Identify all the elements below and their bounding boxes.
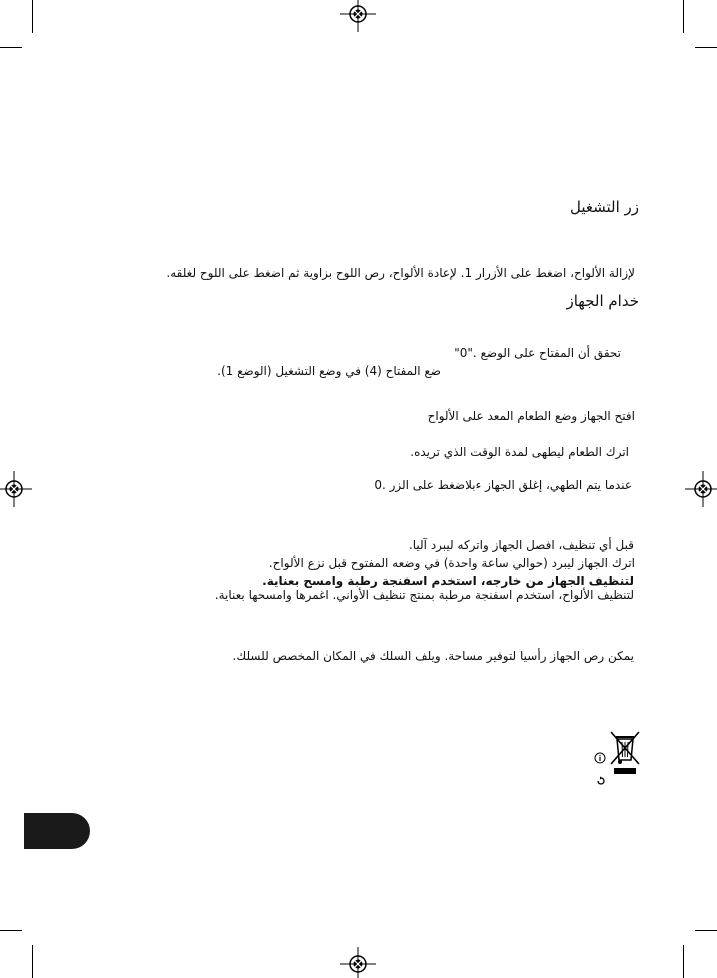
crop-mark: [0, 47, 22, 48]
switch-instructions: لإزالة الألواح، اضغط على الأزرار 1. لإعادة الألواح، رص اللوح بزاوية ثم اضغط على اللوح لغلقه.: [166, 266, 635, 280]
registration-mark-icon: [340, 0, 376, 32]
page-tab-marker: [24, 813, 90, 849]
crop-mark: [0, 930, 22, 931]
registration-mark-icon: [340, 947, 376, 978]
registration-mark-icon: [685, 471, 717, 507]
switch-heading: زر التشغيل: [569, 198, 639, 216]
clean-step: لتنظيف الجهاز من خارجه، استخدم اسفنجة رطبة وامسح بعناية.: [262, 574, 634, 588]
crop-mark: [683, 0, 684, 33]
clean-step: لتنظيف الألواح، استخدم اسفنجة مرطبة بمنتج تنظيف الأواني. اغمرها وامسحها بعناية.: [214, 588, 634, 602]
use-heading: خدام الجهاز: [566, 292, 639, 310]
use-step: عندما يتم الطهي، إغلق الجهاز ءبلاضغط على الزر .0: [374, 478, 632, 492]
crop-mark: [695, 930, 717, 931]
crop-mark: [695, 47, 717, 48]
crossed-wheelie-bin-icon: [608, 730, 642, 776]
crop-mark: [32, 0, 33, 33]
info-circle-icon: [594, 752, 606, 764]
use-step: تحقق أن المفتاح على الوضع ."0": [454, 346, 621, 360]
use-step: ضع المفتاح (4) في وضع التشغيل (الوضع 1).: [217, 364, 441, 378]
crop-mark: [32, 945, 33, 978]
crop-mark: [683, 945, 684, 978]
registration-mark-icon: [0, 471, 32, 507]
use-step: افتح الجهاز وضع الطعام المعد على الألواح: [427, 409, 635, 423]
recycle-arrow-icon: [596, 776, 606, 786]
use-step: اترك الطعام ليطهى لمدة الوقت الذي تريده.: [410, 445, 629, 459]
clean-step: اترك الجهاز ليبرد (حوالي ساعة واحدة) في وضعه المفتوح قبل نزع الألواح.: [268, 556, 635, 570]
clean-step: قبل أي تنظيف، افصل الجهاز واتركه ليبرد آليا.: [408, 538, 634, 552]
storage-text: يمكن رص الجهاز رأسيا لتوفير مساحة. ويلف السلك في المكان المخصص للسلك.: [232, 649, 634, 663]
